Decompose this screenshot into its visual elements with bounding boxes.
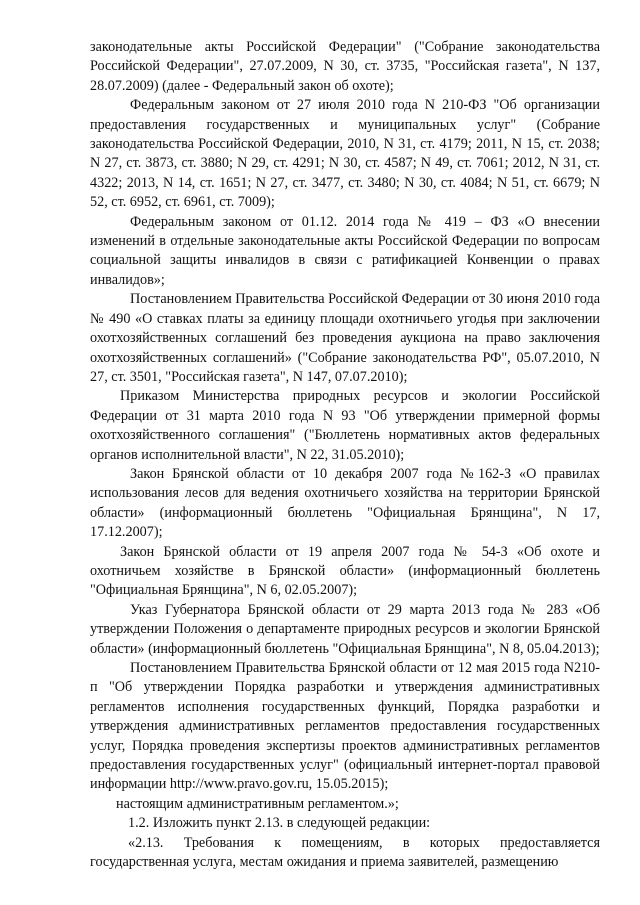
paragraph-ministry-order-93: Приказом Министерства природных ресурсов и экологии Российской Федерации от 31 марта 2010 года N 93 "Об утверждении примерной формы охотхозяйственного соглашения" ("Бюллетень нормативных актов федеральных органов исполнительной власти", N 22, 31.05.2010); xyxy=(90,388,600,463)
paragraph-federal-law-hunting-tail: законодательные акты Российской Федерации" ("Собрание законодательства Российской Федерации", 27.07.2009, N 30, ст. 3735, "Российская газета", N 137, 28.07.2009) (далее - Федеральный закон об охоте); xyxy=(90,39,600,94)
paragraph-bryansk-law-54: Закон Брянской области от 19 апреля 2007 года № 54-З «Об охоте и охотничьем хозяйстве в Брянской области» (информационный бюллетень "Официальная Брянщина", N 6, 02.05.2007); xyxy=(90,543,600,599)
paragraph-federal-law-419: Федеральным законом от 01.12. 2014 года № 419 – ФЗ «О внесении изменений в отдельные законодательные акты Российской Федерации по вопросам социальной защиты инвалидов в связи с ратификацией Конвенции о правах инвалидов»; xyxy=(90,213,600,288)
paragraph-amendment-1-2: 1.2. Изложить пункт 2.13. в следующей редакции: xyxy=(128,815,431,832)
paragraph-bryansk-law-162: Закон Брянской области от 10 декабря 2007 года №162-З «О правилах использования лесов для ведения охотничьего хозяйства на территории Брянской области» (информационный бюллетень "Официальная Брянщина", N 17, 17.12.2007); xyxy=(90,465,600,541)
paragraph-bryansk-resolution-210: Постановлением Правительства Брянской области от 12 мая 2015 года N210-п "Об утверждении Порядка разработки и утверждения административных регламентов исполнения государственных функций, Порядка разработки и утверждения административных регламентов предоставления государственных услуг, Порядка проведения экспертизы проектов административных регламентов предоставления государственных услуг" (официальный интернет-портал правовой информации http://www.pravo.gov.ru, 15.05.2015); xyxy=(90,660,600,793)
paragraph-this-regulation: настоящим административным регламентом.»; xyxy=(116,795,399,812)
paragraph-government-resolution-490: Постановлением Правительства Российской Федерации от 30 июня 2010 года № 490 «О ставках платы за единицу площади охотничьего угодья при заключении охотхозяйственных соглашений без проведения аукциона на право заключения охотхозяйственных соглашений» ("Собрание законодательства РФ", 05.07.2010, N 27, ст. 3501, "Российская газета", N 147, 07.07.2010); xyxy=(90,291,600,385)
paragraph-clause-2-13: «2.13. Требования к помещениям, в которых предоставляется государственная услуга, местам ожидания и приема заявителей, размещению xyxy=(90,834,600,871)
paragraph-federal-law-210: Федеральным законом от 27 июля 2010 года N 210-ФЗ "Об организации предоставления государственных и муниципальных услуг" (Собрание законодательства Российской Федерации, 2010, N 31, ст. 4179; 2011, N 15, ст. 2038; N 27, ст. 3873, ст. 3880; N 29, ст. 4291; N 30, ст. 4587; N 49, ст. 7061; 2012, N 31, ст. 4322; 2013, N 14, ст. 1651; N 27, ст. 3477, ст. 3480; N 30, ст. 4084; N 51, ст. 6679; N 52, ст. 6952, ст. 6961, ст. 7009); xyxy=(90,97,600,211)
paragraph-governor-decree-283: Указ Губернатора Брянской области от 29 марта 2013 года № 283 «Об утверждении Положения о департаменте природных ресурсов и экологии Брянской области» (информационный бюллетень "Официальная Брянщина", N 8, 05.04.2013); xyxy=(90,601,600,657)
document-body xyxy=(90,38,600,872)
